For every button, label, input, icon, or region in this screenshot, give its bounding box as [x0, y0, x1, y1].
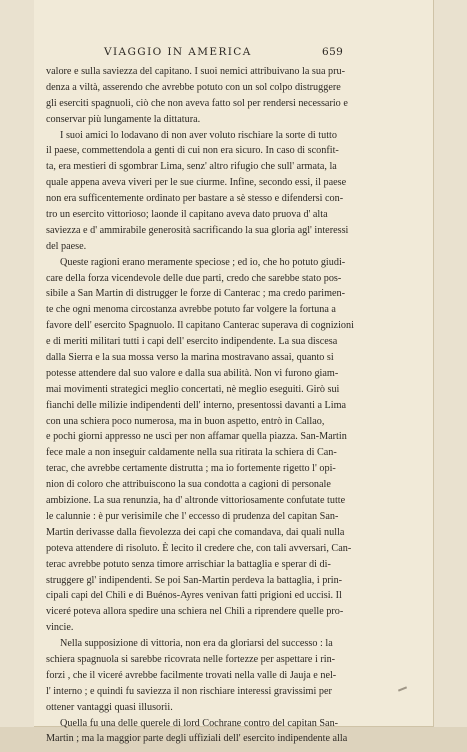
text-line: care della forza vicendevole delle due parti, credo che sarebbe stato pos-	[46, 272, 342, 284]
text-line: del paese.	[46, 240, 87, 252]
text-line: mai movimenti strategici meglio concertati, nè meglio eseguiti. Girò sui	[46, 383, 340, 395]
text-line: terac, che avrebbe certamente distrutta ; ma io fortemente rigetto l' opi-	[46, 463, 336, 475]
body-text	[46, 64, 406, 747]
text-line: sibile a San Martin di distrugger le forze di Canterac ; ma credo parimen-	[46, 288, 346, 300]
text-line: nion di coloro che attribuiscono la sua condotta a cagioni di personale	[46, 479, 331, 491]
text-line: Quella fu una delle querele di lord Cochrane contro del capitan San-	[60, 717, 339, 729]
text-line: ottener vantaggi quasi illusorii.	[46, 701, 173, 713]
text-line: il paese, commettendola a genti di cui non era sicuro. In caso di sconfit-	[46, 145, 339, 157]
text-line: Martin derivasse dalla fievolezza dei capi che comandava, dai quali nulla	[46, 526, 345, 538]
text-line: le calunnie : è pur verisimile che l' eccesso di prudenza del capitan San-	[46, 510, 339, 522]
text-line: l' interno ; e quindi fu saviezza il non rischiare interessi gravissimi per	[46, 685, 332, 697]
text-line: gli eserciti spagnuoli, ciò che non aveva fatto sol per rendersi necessario e	[46, 97, 348, 109]
text-line: valore e sulla saviezza del capitano. I suoi nemici attribuivano la sua pru-	[46, 66, 346, 77]
text-line: forzi , che il viceré avrebbe facilmente trovati nella valle di Jauja e nel-	[46, 669, 337, 681]
page-header	[104, 46, 374, 60]
text-line: vincie.	[46, 622, 74, 634]
text-line: quale appena aveva viveri per le sue ciurme. Infine, secondo essi, il paese	[46, 177, 347, 189]
text-line: viceré poteva allora spedire una schiera nel Chilì a riprendere quelle pro-	[46, 606, 344, 618]
text-line: fianchi delle milizie indipendenti dell' interno, presentossi davanti a Lima	[46, 399, 347, 411]
running-title: VIAGGIO IN AMERICA	[104, 46, 252, 58]
text-line: I suoi amici lo lodavano di non aver voluto rischiare la sorte di tutto	[60, 129, 337, 141]
text-line: saviezza e d' ammirabile generosità sacrificando la sua gloria agl' interessi	[46, 224, 349, 236]
text-line: ambizione. La sua renunzia, ha d' altronde vittoriosamente confutate tutte	[46, 495, 346, 507]
text-line: non era sufficentemente ordinato per bastare a sè stesso e difendersi con-	[46, 193, 344, 205]
text-line: tro un esercito vittorioso; laonde il capitano aveva dato pruova d' alta	[46, 209, 328, 221]
text-line: cipali capi del Chilì e di Buénos-Ayres venivan fatti prigioni ed uccisi. Il	[46, 590, 342, 602]
text-line: favore dell' esercito Spagnuolo. Il capitano Canterac superava di cognizioni	[46, 320, 354, 332]
text-line: Queste ragioni erano meramente speciose ; ed io, che ho potuto giudi-	[60, 256, 346, 268]
text-line: con una schiera poco numerosa, ma in buon aspetto, entrò in Callao,	[46, 415, 325, 427]
text-line: Nella supposizione di vittoria, non era da gloriarsi del successo : la	[60, 638, 333, 650]
text-line: poteva attendere di risoluto. È lecito il credere che, con tali avversari, Can-	[46, 542, 352, 554]
page-number: 659	[322, 46, 344, 58]
text-line: e pochi giorni appresso ne uscì per non affamar quella piazza. San-Martin	[46, 431, 347, 443]
text-line: schiera spagnuola si sarebbe ricovrata nelle fortezze per aspettare i rin-	[46, 653, 336, 665]
text-line: ta, era mestieri di sgombrar Lima, senz' altro rifugio che sull' armata, la	[46, 161, 337, 173]
text-line: terac avrebbe potuto senza timore arrischiar la battaglia e sperar di di-	[46, 558, 331, 570]
text-line: e di meriti militari tutti i capi dell' esercito indipendente. La sua discesa	[46, 336, 338, 348]
text-line: dalla Sierra e la sua mossa verso la marina mostravano assai, quanto si	[46, 352, 334, 364]
text-line: te che ogni menoma circostanza avrebbe potuto far volgere la fortuna a	[46, 304, 336, 316]
text-line: struggere gl' indipendenti. Se poi San-Martin perdeva la battaglia, i prin-	[46, 574, 343, 586]
text-line: conservar più lungamente la dittatura.	[46, 113, 201, 125]
text-line: potesse attendere dal suo valore e dalla sua abilità. Non vi furono giam-	[46, 367, 339, 379]
text-line: denza a viltà, asserendo che avrebbe potuto con un sol colpo distruggere	[46, 81, 341, 93]
text-line: fece male a non inseguir caldamente nella sua ritirata la schiera di Can-	[46, 447, 337, 459]
text-line: Martin ; ma la maggior parte degli uffiziali dell' esercito indipendente alla	[46, 733, 348, 745]
